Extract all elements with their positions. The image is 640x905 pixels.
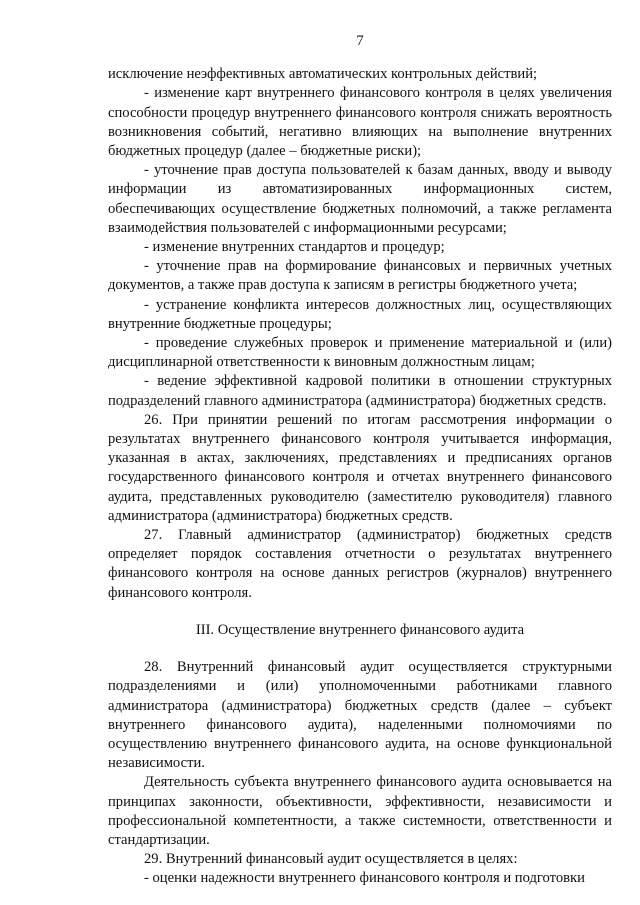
paragraph-26: 26. При принятии решений по итогам рассмотрения информации о результатах внутреннего финансового контроля учитывается информация, указанная в актах, заключениях, представлениях и предписаниях органов государственного финансового контроля и отчетах внутреннего финансового аудита, представленных руководителю (заместителю руководителя) главного администратора (администратора) бюджетных средств. [108,411,612,524]
paragraph-continuation: исключение неэффективных автоматических контрольных действий; [108,66,538,83]
paragraph-principles: Деятельность субъекта внутреннего финансового аудита основывается на принципах законности, объективности, эффективности, независимости и профессиональной компетентности, а также системности, ответственности и стандартизации. [108,774,612,848]
list-item-document-rights: - уточнение прав на формирование финансовых и первичных учетных документов, а также прав доступа к записям в регистры бюджетного учета; [108,258,612,294]
paragraph-29: 29. Внутренний финансовый аудит осуществляется в целях: [144,851,518,868]
section-heading: III. Осуществление внутреннего финансового аудита [195,621,525,638]
list-item-inspections: - проведение служебных проверок и применение материальной и (или) дисциплинарной ответственности к виновным должностным лицам; [108,335,612,371]
list-item-control-maps: - изменение карт внутреннего финансового контроля в целях увеличения способности процедур внутреннего финансового контроля снижать вероятность возникновения событий, негативно влияющих на выполнение внутренних бюджетных процедур (далее – бюджетные риски); [108,85,612,160]
list-item-reliability: - оценки надежности внутреннего финансового контроля и подготовки [144,870,585,887]
list-item-conflict-of-interest: - устранение конфликта интересов должностных лиц, осуществляющих внутренние бюджетные процедуры; [108,296,612,332]
list-item-access-rights: - уточнение прав доступа пользователей к базам данных, вводу и выводу информации из автоматизированных информационных систем, обеспечивающих осуществление бюджетных полномочий, а также регламента взаимодействия пользователей с информационными ресурсами; [108,162,612,236]
list-item-hr-policy: - ведение эффективной кадровой политики в отношении структурных подразделений главного администратора (администратора) бюджетных средств. [108,373,612,409]
paragraph-28: 28. Внутренний финансовый аудит осуществляется структурными подразделениями и (или) уполномоченными работниками главного администратора (администратора) бюджетных средств (далее – субъект внутреннего финансового аудита), наделенными полномочиями по осуществлению внутреннего финансового аудита, на основе функциональной независимости. [108,659,612,772]
paragraph-27: 27. Главный администратор (администратор) бюджетных средств определяет порядок составления отчетности о результатах внутреннего финансового контроля на основе данных регистров (журналов) внутреннего финансового контроля. [108,527,612,601]
list-item-standards: - изменение внутренних стандартов и процедур; [144,239,445,256]
page-number: 7 [356,33,364,49]
